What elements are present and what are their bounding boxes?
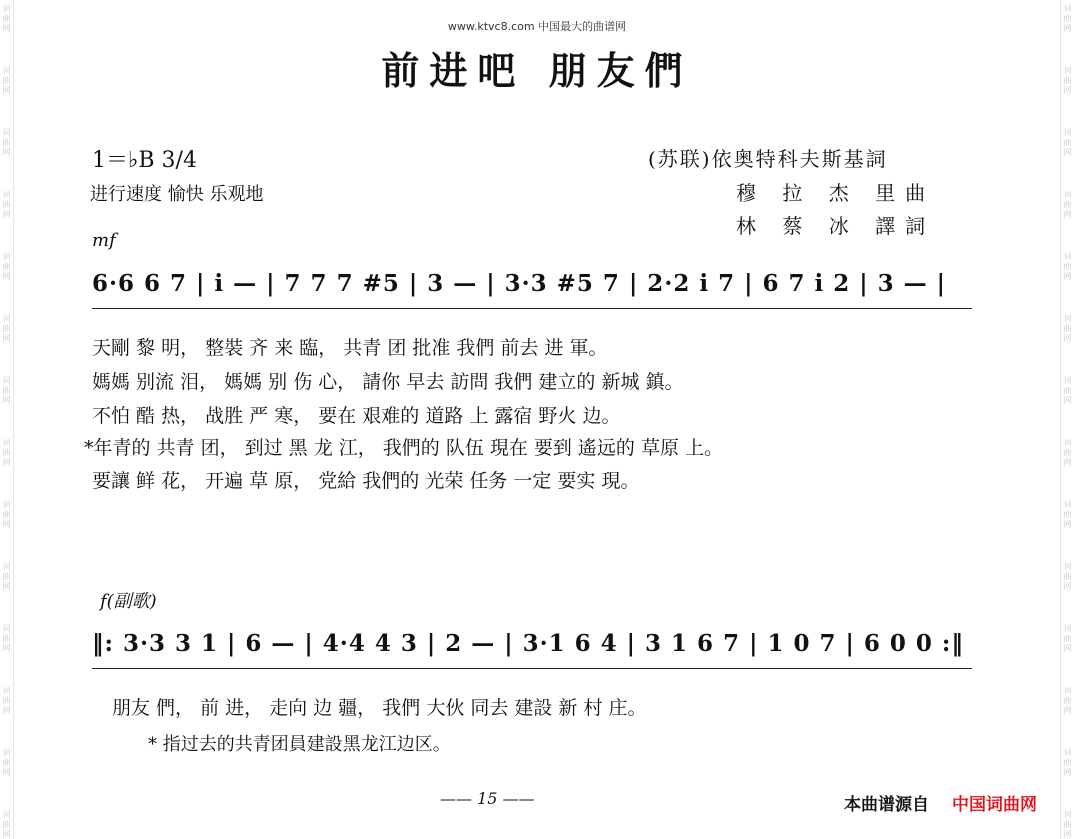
watermark-mark: 词 曲 网 <box>2 438 11 467</box>
watermark-mark: 词 曲 网 <box>1063 562 1072 591</box>
watermark-mark: 词 曲 网 <box>2 4 11 33</box>
site-url-header: www.ktvc8.com 中国最大的曲谱网 <box>447 20 627 33</box>
page-number: —— 15 —— <box>440 789 535 808</box>
verse-notation-line: 6·6 6 7 | i — | 7 7 7 #5 | 3 — | 3·3 #5 7 | 2·2 i 7 | 6 7 i 2 | 3 — | <box>92 270 946 297</box>
watermark-mark: 词 曲 网 <box>2 376 11 405</box>
watermark-mark: 词 曲 网 <box>1063 252 1072 281</box>
watermark-mark: 词 曲 网 <box>1063 128 1072 157</box>
key-signature: 1＝♭B 3/4 <box>92 148 197 173</box>
verse-underline-rule <box>92 308 972 309</box>
watermark-mark: 词 曲 网 <box>2 624 11 653</box>
watermark-mark: 词 曲 网 <box>1063 4 1072 33</box>
watermark-mark: 词 曲 网 <box>2 562 11 591</box>
verse-lyric-line-2: 媽媽 别流 泪， 媽媽 别 伤 心， 請你 早去 訪問 我們 建立的 新城 鎮。 <box>92 371 684 393</box>
watermark-mark: 词 曲 网 <box>2 252 11 281</box>
watermark-mark: 词 曲 网 <box>1063 376 1072 405</box>
tempo-marking: 进行速度 愉快 乐观地 <box>90 184 264 205</box>
verse-lyric-line-4: *年青的 共青 团， 到过 黑 龙 江， 我們的 队伍 現在 要到 遙远的 草原 上。 <box>84 437 724 459</box>
watermark-mark: 词 曲 网 <box>1063 686 1072 715</box>
watermark-mark: 词 曲 网 <box>2 748 11 777</box>
source-label: 本曲谱源自 <box>844 795 929 815</box>
verse-lyric-line-1: 天剛 黎 明， 整裝 齐 来 臨， 共青 团 批准 我們 前去 进 軍。 <box>92 337 608 359</box>
verse-lyric-line-5: 要讓 鲜 花， 开遍 草 原， 党給 我們的 光荣 任务 一定 要实 現。 <box>92 470 640 492</box>
watermark-mark: 词 曲 网 <box>2 314 11 343</box>
translator-credit: 林 蔡 冰 譯詞 <box>736 214 936 238</box>
watermark-mark: 词 曲 网 <box>2 66 11 95</box>
watermark-mark: 词 曲 网 <box>1063 314 1072 343</box>
watermark-mark: 词 曲 网 <box>1063 748 1072 777</box>
composer-credit: 穆 拉 杰 里曲 <box>736 181 936 205</box>
verse-dynamic-marking: mf <box>92 230 116 251</box>
verse-lyric-line-3: 不怕 酷 热， 战胜 严 寒， 要在 艰难的 道路 上 露宿 野火 边。 <box>92 405 621 427</box>
watermark-mark: 词 曲 网 <box>1063 190 1072 219</box>
song-title: 前进吧 朋友們 <box>381 48 693 93</box>
watermark-mark: 词 曲 网 <box>2 190 11 219</box>
watermark-mark: 词 曲 网 <box>1063 66 1072 95</box>
chorus-underline-rule <box>92 668 972 669</box>
right-watermark-strip <box>1060 0 1074 839</box>
watermark-mark: 词 曲 网 <box>1063 810 1072 839</box>
watermark-mark: 词 曲 网 <box>1063 438 1072 467</box>
chorus-notation-line: ‖: 3·3 3 1 | 6 — | 4·4 4 3 | 2 — | 3·1 6 4 | 3 1 6 7 | 1 0 7 | 6 0 0 :‖ <box>92 630 964 657</box>
watermark-mark: 词 曲 网 <box>2 128 11 157</box>
left-watermark-strip <box>0 0 14 839</box>
chorus-dynamic-marking: f(副歌) <box>100 591 157 612</box>
watermark-mark: 词 曲 网 <box>2 686 11 715</box>
lyricist-credit: (苏联)依奥特科夫斯基詞 <box>648 147 888 171</box>
source-brand-link[interactable]: 中国词曲网 <box>952 795 1037 815</box>
watermark-mark: 词 曲 网 <box>2 500 11 529</box>
chorus-lyric-line: 朋友 們， 前 进， 走向 边 疆， 我們 大伙 同去 建設 新 村 庄。 <box>112 697 647 719</box>
watermark-mark: 词 曲 网 <box>1063 500 1072 529</box>
footnote: * 指过去的共青团員建設黑龙江边区。 <box>148 734 451 755</box>
watermark-mark: 词 曲 网 <box>2 810 11 839</box>
watermark-mark: 词 曲 网 <box>1063 624 1072 653</box>
